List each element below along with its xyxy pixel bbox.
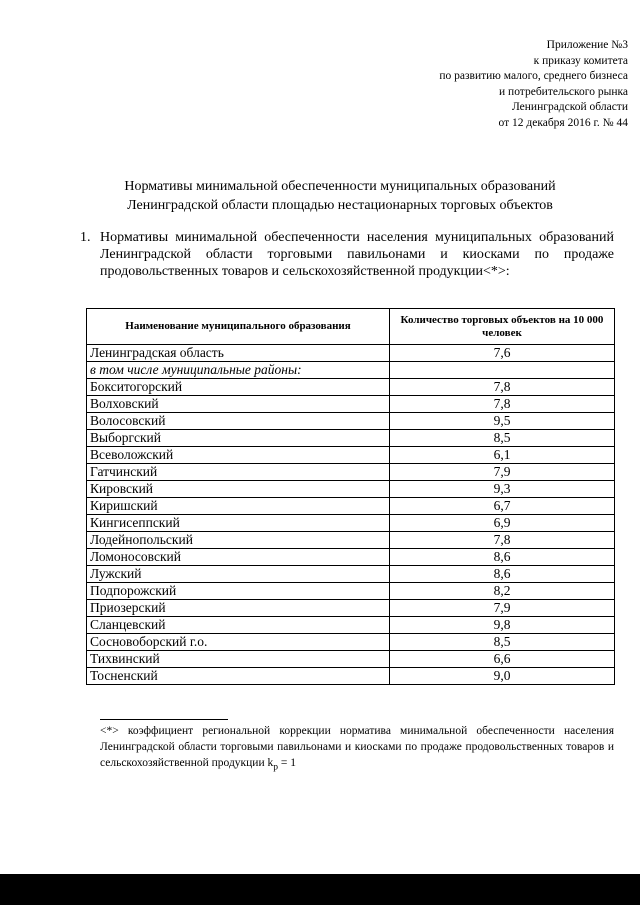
appendix-line: к приказу комитета (533, 54, 628, 67)
title-line-2: Ленинградской области площадью нестационарных торговых объектов (127, 198, 553, 213)
table-row (87, 651, 615, 668)
table-row (87, 498, 615, 515)
footnote-divider (100, 719, 228, 720)
table-row (87, 464, 615, 481)
norm-value-cell: 8,5 (390, 634, 615, 651)
district-name-cell: Выборгский (87, 430, 390, 447)
norm-value-cell: 7,9 (390, 464, 615, 481)
norm-value-cell: 8,6 (390, 566, 615, 583)
district-name-cell: Сланцевский (87, 617, 390, 634)
district-name-cell: Кингисеппский (87, 515, 390, 532)
list-item-number: 1. (80, 230, 91, 245)
appendix-line: Ленинградской области (511, 101, 628, 113)
appendix-line: Приложение №3 (546, 39, 628, 51)
title-line-1: Нормативы минимальной обеспеченности муниципальных образований (124, 179, 556, 194)
appendix-line: и потребительского рынка (499, 85, 628, 98)
norm-value-cell: 6,9 (390, 515, 615, 532)
table-row (87, 668, 615, 685)
norm-value-cell: 7,6 (390, 345, 615, 362)
norm-value-cell: 9,3 (390, 481, 615, 498)
table-row (87, 532, 615, 549)
table-row (87, 413, 615, 430)
scan-bottom-edge (0, 874, 640, 905)
district-name-cell: Лужский (87, 566, 390, 583)
table-row (87, 600, 615, 617)
norm-value-cell: 7,9 (390, 600, 615, 617)
footnote-subscript: р (273, 761, 279, 773)
district-name-cell: Ленинградская область (87, 345, 390, 362)
norm-value-cell: 8,2 (390, 583, 615, 600)
table-header-row (87, 309, 615, 345)
table-body (87, 345, 615, 685)
norm-value-cell: 6,1 (390, 447, 615, 464)
district-name-cell: Сосновоборский г.о. (87, 634, 390, 651)
district-name-cell: Приозерский (87, 600, 390, 617)
district-name-cell: Волховский (87, 396, 390, 413)
list-item-1 (80, 229, 614, 280)
footnote-suffix: = 1 (278, 757, 297, 769)
table-row (87, 634, 615, 651)
table-row (87, 566, 615, 583)
table-row (87, 345, 615, 362)
list-item-text: Нормативы минимальной обеспеченности населения муниципальных образований Ленинградской области торговыми павильонами и киосками по продаже продовольственных товаров и сельскохозяйственной продукции<*>: (100, 230, 614, 279)
district-name-cell: Ломоносовский (87, 549, 390, 566)
table-row (87, 447, 615, 464)
appendix-line: от 12 декабря 2016 г. № 44 (498, 116, 628, 129)
column-header-name: Наименование муниципального образования (87, 309, 390, 345)
table-row (87, 583, 615, 600)
table-row (87, 515, 615, 532)
norm-value-cell: 7,8 (390, 532, 615, 549)
norm-value-cell: 6,6 (390, 651, 615, 668)
district-name-cell: Бокситогорский (87, 379, 390, 396)
norm-value-cell: 6,7 (390, 498, 615, 515)
district-name-cell: Волосовский (87, 413, 390, 430)
norm-value-cell (390, 362, 615, 379)
district-name-cell: Киришский (87, 498, 390, 515)
table-row (87, 481, 615, 498)
norm-value-cell: 9,5 (390, 413, 615, 430)
district-name-cell: в том числе муниципальные районы: (87, 362, 390, 379)
table-row (87, 430, 615, 447)
norm-value-cell: 8,6 (390, 549, 615, 566)
footnote-text: <*> коэффициент региональной коррекции норматива минимальной обеспеченности населения Ленинградской области торговыми павильонами и киосками по продаже продовольственных товаров и сельскохозяйственной продукции k (100, 725, 614, 769)
district-name-cell: Тихвинский (87, 651, 390, 668)
district-name-cell: Всеволожский (87, 447, 390, 464)
norm-value-cell: 7,8 (390, 379, 615, 396)
table-row (87, 549, 615, 566)
district-name-cell: Тосненский (87, 668, 390, 685)
district-name-cell: Кировский (87, 481, 390, 498)
district-name-cell: Лодейнопольский (87, 532, 390, 549)
norm-value-cell: 8,5 (390, 430, 615, 447)
appendix-line: по развитию малого, среднего бизнеса (439, 70, 628, 82)
norms-table (86, 308, 615, 685)
district-name-cell: Подпорожский (87, 583, 390, 600)
norm-value-cell: 7,8 (390, 396, 615, 413)
footnote (100, 723, 614, 775)
table-row (87, 379, 615, 396)
column-header-count: Количество торговых объектов на 10 000 человек (390, 309, 615, 345)
district-name-cell: Гатчинский (87, 464, 390, 481)
table-row (87, 362, 615, 379)
table-row (87, 617, 615, 634)
document-title (60, 177, 620, 215)
table-row (87, 396, 615, 413)
norm-value-cell: 9,8 (390, 617, 615, 634)
norm-value-cell: 9,0 (390, 668, 615, 685)
appendix-header (328, 38, 628, 131)
